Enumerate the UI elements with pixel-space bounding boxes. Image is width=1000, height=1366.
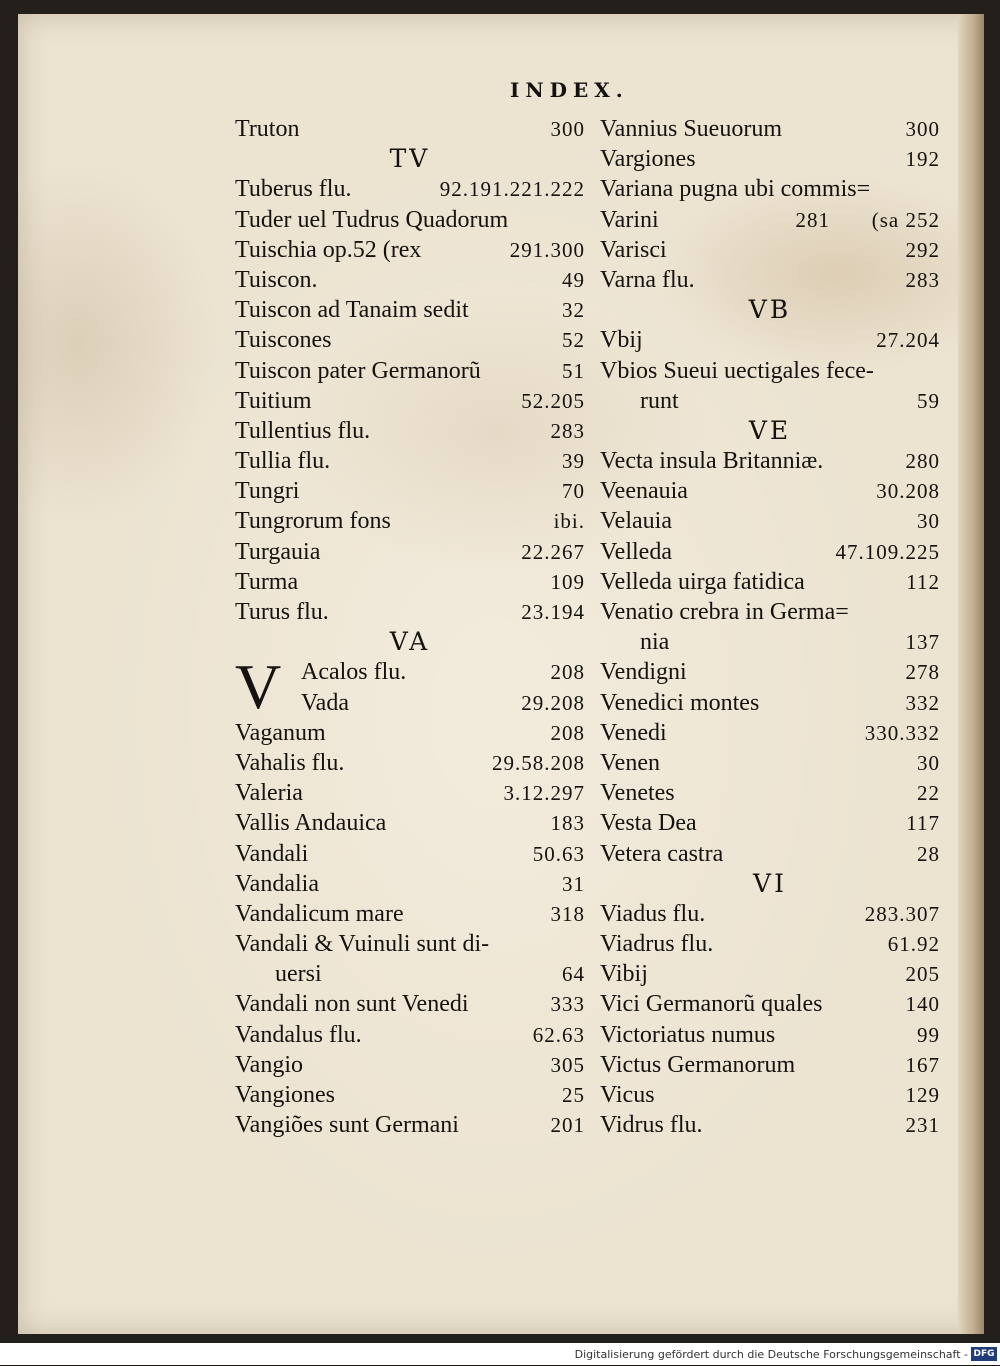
entry-page-refs: 30 (917, 750, 940, 775)
entry-page-refs: 129 (905, 1083, 940, 1107)
section-heading: VA (389, 627, 431, 657)
entry-term: Vesta Dea (600, 810, 697, 837)
entry-term: Vidrus flu. (600, 1112, 703, 1139)
index-entry (235, 265, 585, 295)
entry-page-refs: 22.267 (521, 539, 585, 564)
index-entry (235, 597, 585, 627)
digitization-footer (0, 1343, 1000, 1365)
drop-capital: V (235, 651, 282, 723)
entry-page-refs: 52.205 (521, 388, 585, 413)
entry-page-refs: 52 (562, 328, 585, 353)
index-entry (600, 778, 940, 808)
index-entry (600, 1080, 940, 1110)
index-column-left (235, 114, 585, 1140)
entry-page-refs: 330.332 (864, 720, 940, 745)
entry-term: Tuberus flu. (235, 176, 352, 203)
entry-page-refs: 3.12.297 (503, 781, 585, 806)
entry-term: Vandalus flu. (235, 1021, 362, 1048)
section-heading: VE (748, 415, 792, 445)
entry-page-refs: 283 (905, 267, 940, 292)
entry-page-refs: 23.194 (521, 600, 585, 624)
entry-term: Vendigni (600, 659, 687, 686)
index-entry (235, 114, 585, 144)
entry-term: Vannius Sueuorum (600, 116, 782, 142)
entry-term: Venedici montes (600, 689, 760, 716)
entry-term: Velleda uirga fatidica (600, 568, 805, 595)
entry-page-refs: 332 (905, 690, 940, 715)
entry-page-refs: 283.307 (864, 901, 940, 926)
index-entry (235, 899, 585, 929)
entry-term: Venatio crebra in Germa= (600, 599, 849, 625)
entry-page-refs: 62.63 (532, 1022, 585, 1047)
entry-page-refs: ibi. (553, 509, 585, 534)
entry-term: Tuiscon. (235, 266, 318, 293)
entry-term: Vallis Andauica (235, 810, 387, 837)
entry-page-refs: 300 (550, 117, 585, 141)
entry-page-refs: 25 (562, 1083, 585, 1107)
index-entry (600, 899, 940, 929)
entry-page-refs: 281 (795, 207, 830, 232)
index-entry (600, 205, 940, 235)
index-entry (600, 748, 940, 778)
entry-page-refs: 109 (550, 569, 585, 594)
entry-page-refs: 29.58.208 (492, 750, 585, 775)
index-entry (235, 506, 585, 536)
entry-term: Veenauia (600, 478, 688, 505)
index-entry (235, 718, 585, 748)
index-entry (235, 748, 585, 778)
footer-credit: Digitalisierung gefördert durch die Deutsche Forschungsgemeinschaft - (574, 1348, 968, 1361)
entry-page-refs: 291.300 (509, 237, 585, 262)
index-entry (600, 929, 940, 959)
index-entry (600, 265, 940, 295)
entry-page-refs: 51 (562, 358, 585, 383)
entry-page-refs: 192 (905, 147, 940, 172)
index-entry (600, 235, 940, 265)
entry-term: Velauia (600, 508, 672, 535)
entry-term: Vandali & Vuinuli sunt di- (235, 931, 490, 958)
entry-page-refs: 49 (562, 267, 585, 292)
entry-term: Victoriatus numus (600, 1021, 776, 1048)
entry-page-refs: 50.63 (532, 841, 585, 866)
index-entry (600, 506, 940, 536)
page-header: INDEX. (510, 78, 629, 102)
index-entry (235, 174, 585, 204)
section-heading: TV (389, 144, 431, 174)
index-entry (235, 537, 585, 567)
index-entry (235, 416, 585, 446)
entry-term: Vibij (600, 961, 648, 988)
index-entry (235, 688, 585, 718)
index-entry (235, 1020, 585, 1050)
entry-page-refs: 333 (550, 992, 585, 1017)
index-entry (235, 567, 585, 597)
entry-page-refs: 29.208 (521, 690, 585, 715)
entry-page-refs: 283 (550, 418, 585, 443)
index-entry (235, 1110, 585, 1140)
entry-term: Vangiones (235, 1082, 335, 1108)
entry-term: Varna flu. (600, 266, 695, 293)
entry-term: Viadus flu. (600, 900, 706, 927)
entry-term: Vargiones (600, 146, 696, 173)
index-entry (600, 989, 940, 1019)
index-entry (235, 959, 585, 989)
entry-term: Vandalia (235, 870, 319, 897)
entry-page-refs: 47.109.225 (835, 539, 940, 564)
entry-term: Vangio (235, 1051, 303, 1078)
entry-term: Velleda (600, 538, 672, 565)
entry-term: Vahalis flu. (235, 749, 345, 776)
entry-page-refs: 140 (905, 992, 940, 1017)
entry-term: Vandali non sunt Venedi (235, 991, 469, 1018)
entry-term: Vandalicum mare (235, 900, 404, 927)
index-entry (235, 1050, 585, 1080)
entry-page-refs: 208 (550, 660, 585, 685)
entry-term: Viadrus flu. (600, 931, 714, 958)
index-entry (235, 778, 585, 808)
entry-page-refs: 318 (550, 901, 585, 926)
entry-page-refs: 300 (905, 117, 940, 141)
dfg-logo-icon: DFG (971, 1347, 997, 1361)
entry-term: uersi (275, 961, 322, 988)
entry-term: Varisci (600, 236, 667, 263)
index-entry (600, 657, 940, 687)
entry-term: Turma (235, 568, 299, 595)
index-entry (600, 325, 940, 355)
index-entry (600, 597, 940, 627)
index-entry (600, 446, 940, 476)
index-entry (600, 718, 940, 748)
index-entry (600, 688, 940, 718)
section-heading: VI (753, 868, 787, 898)
entry-page-refs: 278 (905, 660, 940, 685)
index-entry (235, 657, 585, 687)
entry-term: Venen (600, 749, 660, 776)
index-entry (235, 839, 585, 869)
entry-page-refs: 30 (917, 509, 940, 534)
entry-page-refs: 112 (906, 569, 940, 594)
index-entry (600, 1110, 940, 1140)
entry-term: Acalos flu. (301, 659, 407, 686)
entry-term: Vangiões sunt Germani (235, 1112, 459, 1139)
index-entry (600, 627, 940, 657)
index-entry (600, 1050, 940, 1080)
entry-page-refs: 280 (905, 449, 940, 474)
index-entry (600, 144, 940, 174)
index-entry (235, 205, 585, 235)
section-heading: VB (748, 295, 792, 325)
entry-term: Vecta insula Britanniæ. (600, 448, 824, 475)
entry-term: runt (640, 387, 679, 414)
entry-term: Tuiscon ad Tanaim sedit (235, 297, 469, 324)
index-entry (600, 174, 940, 204)
entry-term: Vetera castra (600, 840, 724, 867)
entry-term: Variana pugna ubi commis= (600, 176, 871, 203)
index-entry (235, 386, 585, 416)
entry-page-refs: 292 (905, 237, 940, 262)
entry-page-refs: 22 (917, 781, 940, 806)
entry-page-refs: 39 (562, 449, 585, 474)
entry-term: Venetes (600, 780, 675, 807)
index-entry (235, 325, 585, 355)
entry-page-refs: 205 (905, 962, 940, 987)
index-entry (235, 235, 585, 265)
entry-page-refs: 117 (906, 811, 940, 836)
index-entry (235, 476, 585, 506)
entry-page-refs: 30.208 (876, 479, 940, 504)
index-entry (600, 356, 940, 386)
entry-term: Tullentius flu. (235, 417, 371, 444)
index-entry (235, 295, 585, 325)
entry-page-refs: 27.204 (876, 328, 940, 353)
entry-page-refs: 64 (562, 962, 585, 987)
entry-continuation: (sa 252 (871, 207, 940, 232)
entry-term: Turus flu. (235, 599, 329, 625)
index-entry (235, 356, 585, 386)
entry-term: Vada (301, 689, 349, 716)
entry-term: nia (640, 629, 670, 656)
dropcap-block (235, 651, 585, 723)
entry-term: Tuitium (235, 387, 312, 414)
index-entry (600, 567, 940, 597)
entry-term: Tuiscones (235, 327, 332, 354)
entry-term: Tungri (235, 478, 300, 505)
entry-term: Vbios Sueui uectigales fece- (600, 357, 874, 384)
index-entry (235, 929, 585, 959)
entry-page-refs: 305 (550, 1052, 585, 1077)
index-entry (600, 537, 940, 567)
entry-term: Tungrorum fons (235, 508, 391, 535)
entry-page-refs: 28 (917, 841, 940, 866)
index-entry (600, 1020, 940, 1050)
index-entry (600, 839, 940, 869)
entry-term: Vandali (235, 840, 309, 867)
entry-term: Victus Germanorum (600, 1051, 796, 1078)
index-entry (600, 476, 940, 506)
entry-term: Vaganum (235, 719, 326, 746)
index-entry (235, 989, 585, 1019)
entry-page-refs: 32 (562, 298, 585, 323)
page-spine-edge (958, 14, 984, 1334)
entry-term: Valeria (235, 780, 303, 807)
entry-page-refs: 208 (550, 720, 585, 745)
entry-page-refs: 31 (562, 871, 585, 896)
entry-term: Venedi (600, 719, 667, 746)
entry-page-refs: 59 (917, 388, 940, 413)
entry-term: Vbij (600, 327, 643, 354)
entry-term: Tullia flu. (235, 448, 331, 475)
entry-page-refs: 231 (905, 1113, 940, 1138)
index-entry (235, 1080, 585, 1110)
entry-term: Truton (235, 116, 300, 142)
entry-term: Vicus (600, 1082, 655, 1108)
index-column-right (600, 114, 940, 1140)
entry-term: Vici Germanorũ quales (600, 991, 823, 1018)
entry-term: Varini (600, 206, 659, 233)
entry-term: Tuiscon pater Germanorũ (235, 357, 481, 384)
index-entry (600, 386, 940, 416)
entry-term: Tuischia op.52 (rex (235, 236, 422, 263)
entry-page-refs: 201 (550, 1113, 585, 1138)
index-entry (600, 114, 940, 144)
entry-page-refs: 61.92 (887, 932, 940, 957)
entry-page-refs: 167 (905, 1052, 940, 1077)
index-entry (600, 959, 940, 989)
entry-page-refs: 70 (562, 479, 585, 504)
index-entry (235, 869, 585, 899)
index-entry (600, 808, 940, 838)
entry-page-refs: 99 (917, 1022, 940, 1047)
entry-term: Turgauia (235, 538, 321, 565)
index-entry (235, 446, 585, 476)
entry-page-refs: 92.191.221.222 (439, 177, 585, 202)
entry-page-refs: 183 (550, 811, 585, 836)
index-entry (235, 808, 585, 838)
entry-term: Tuder uel Tudrus Quadorum (235, 206, 509, 233)
entry-page-refs: 137 (905, 630, 940, 655)
